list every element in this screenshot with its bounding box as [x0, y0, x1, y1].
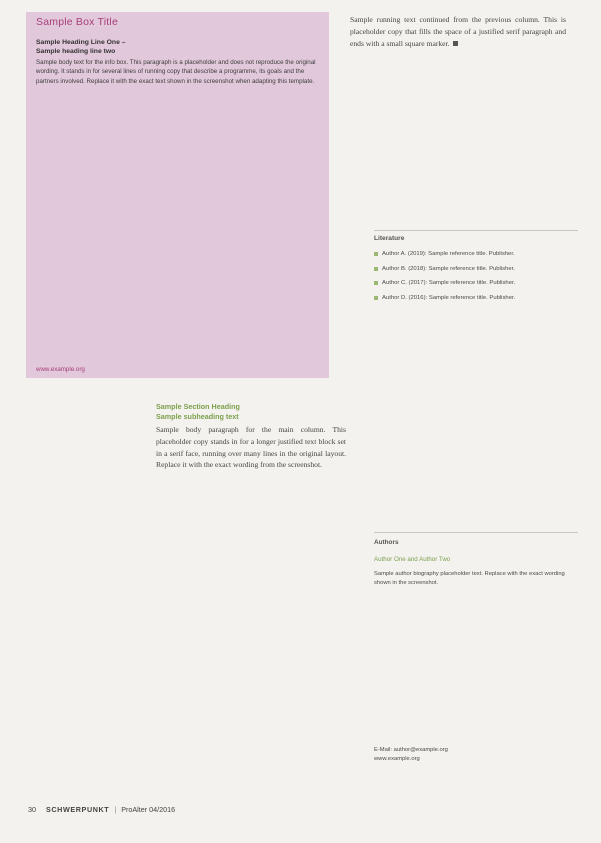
literature-item-text: Author D. (2016): Sample reference title. Publisher.	[382, 294, 516, 301]
literature-divider	[374, 230, 578, 231]
section-heading	[156, 402, 346, 422]
authors-bio: Sample author biography placeholder text. Replace with the exact wording shown in the screenshot.	[374, 571, 565, 586]
info-box-heading-line2: Sample heading line two	[36, 48, 116, 55]
authors-contact	[374, 746, 578, 763]
info-box	[26, 12, 329, 378]
section-heading-line1: Sample Section Heading	[156, 402, 240, 411]
literature-item-text: Author A. (2019): Sample reference title. Publisher.	[382, 251, 515, 257]
literature-item	[374, 279, 580, 288]
authors-email[interactable]: E-Mail: author@example.org	[374, 747, 448, 753]
info-box-heading-line1: Sample Heading Line One –	[36, 39, 126, 46]
info-box-title: Sample Box Title	[36, 16, 118, 28]
literature-title: Literature	[374, 235, 405, 242]
literature-list	[374, 250, 580, 308]
info-box-link[interactable]: www.example.org	[36, 366, 85, 373]
section-body: Sample body paragraph for the main column. This placeholder copy stands in for a longer justified text block set in a serif face, running over many lines in the original layout. Replace it with the exact wording from the screenshot.	[156, 425, 346, 470]
authors-web[interactable]: www.example.org	[374, 755, 420, 762]
bullet-icon	[374, 252, 378, 256]
page-footer	[28, 805, 328, 814]
section-brand: SCHWERPUNKT	[46, 805, 110, 814]
info-box-body: Sample body text for the info box. This paragraph is a placeholder and does not reproduce the original wording. It stands in for several lines of running copy that describe a programme, its goals and the partners involved. Replace it with the exact text shown in the screenshot when adapting this template.	[36, 59, 316, 85]
authors-names: Author One and Author Two	[374, 556, 451, 563]
continued-text-body: Sample running text continued from the previous column. This is placeholder copy that fills the space of a justified serif paragraph and ends with a small square marker.	[350, 15, 566, 48]
literature-item-text: Author C. (2017): Sample reference title. Publisher.	[382, 280, 516, 287]
end-mark-icon	[453, 41, 458, 46]
page-number: 30	[28, 805, 36, 814]
bullet-icon	[374, 281, 378, 285]
literature-item	[374, 265, 580, 274]
literature-item	[374, 294, 580, 303]
issue-label: ProAlter 04/2016	[121, 805, 176, 814]
authors-divider	[374, 532, 578, 533]
literature-item-text: Author B. (2018): Sample reference title. Publisher.	[382, 265, 515, 272]
literature-item	[374, 250, 580, 259]
footer-separator: |	[114, 805, 117, 814]
info-box-heading	[36, 38, 321, 56]
bullet-icon	[374, 296, 378, 300]
authors-title: Authors	[374, 539, 399, 546]
continued-text	[350, 14, 566, 49]
section-heading-line2: Sample subheading text	[156, 412, 239, 421]
bullet-icon	[374, 267, 378, 271]
